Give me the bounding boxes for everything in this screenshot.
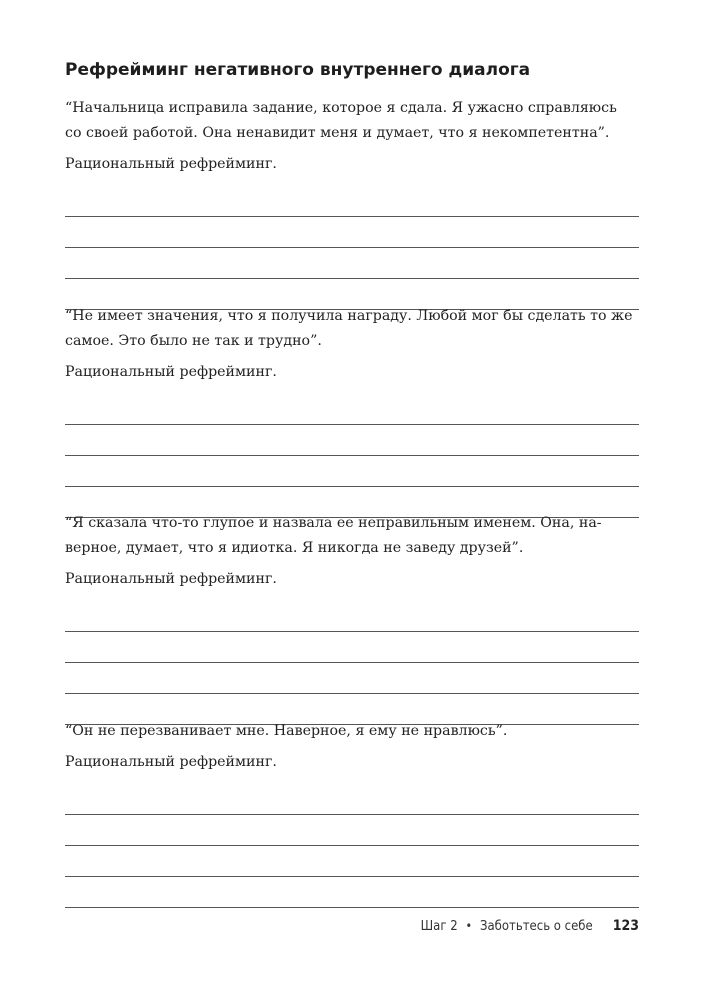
quote-line: “Начальница исправила задание, которое я сдала. Я ужасно справляюсь — [65, 100, 617, 116]
exercise-1 — [65, 96, 639, 310]
answer-line[interactable] — [65, 456, 639, 487]
answer-line[interactable] — [65, 248, 639, 279]
page-footer — [421, 918, 639, 934]
page — [65, 0, 639, 1000]
footer-chapter: Шаг 2 — [420, 918, 458, 934]
reframe-label: Рациональный рефрейминг. — [65, 156, 277, 172]
answer-lines — [65, 394, 639, 518]
exercise-2 — [65, 304, 639, 518]
page-number: 123 — [612, 918, 639, 934]
quote-line: со своей работой. Она ненавидит меня и думает, что я некомпетентна”. — [65, 125, 610, 141]
answer-line[interactable] — [65, 632, 639, 663]
exercise-3 — [65, 511, 639, 725]
answer-line[interactable] — [65, 663, 639, 694]
page-title: Рефрейминг негативного внутреннего диалога — [65, 60, 531, 80]
exercise-quote — [65, 304, 639, 354]
reframe-label: Рациональный рефрейминг. — [65, 364, 277, 380]
answer-lines — [65, 186, 639, 310]
answer-lines — [65, 601, 639, 725]
exercise-4 — [65, 719, 639, 908]
answer-line[interactable] — [65, 425, 639, 456]
answer-line[interactable] — [65, 846, 639, 877]
answer-line[interactable] — [65, 601, 639, 632]
quote-line: “Я сказала что-то глупое и назвала ее неправильным именем. Она, на- — [65, 515, 602, 531]
answer-line[interactable] — [65, 877, 639, 908]
quote-line: самое. Это было не так и трудно”. — [65, 333, 322, 349]
quote-line: “Не имеет значения, что я получила награду. Любой мог бы сделать то же — [65, 308, 633, 324]
answer-line[interactable] — [65, 784, 639, 815]
reframe-label: Рациональный рефрейминг. — [65, 571, 277, 587]
exercise-quote — [65, 719, 639, 744]
reframe-label: Рациональный рефрейминг. — [65, 754, 277, 770]
exercise-quote — [65, 96, 639, 146]
answer-line[interactable] — [65, 217, 639, 248]
exercise-quote — [65, 511, 639, 561]
footer-section: Заботьтесь о себе — [480, 918, 593, 934]
answer-line[interactable] — [65, 186, 639, 217]
answer-line[interactable] — [65, 815, 639, 846]
footer-separator: • — [465, 919, 473, 933]
answer-lines — [65, 784, 639, 908]
quote-line: верное, думает, что я идиотка. Я никогда не заведу друзей”. — [65, 540, 524, 556]
quote-line: “Он не перезванивает мне. Наверное, я ему не нравлюсь”. — [65, 723, 508, 739]
answer-line[interactable] — [65, 394, 639, 425]
